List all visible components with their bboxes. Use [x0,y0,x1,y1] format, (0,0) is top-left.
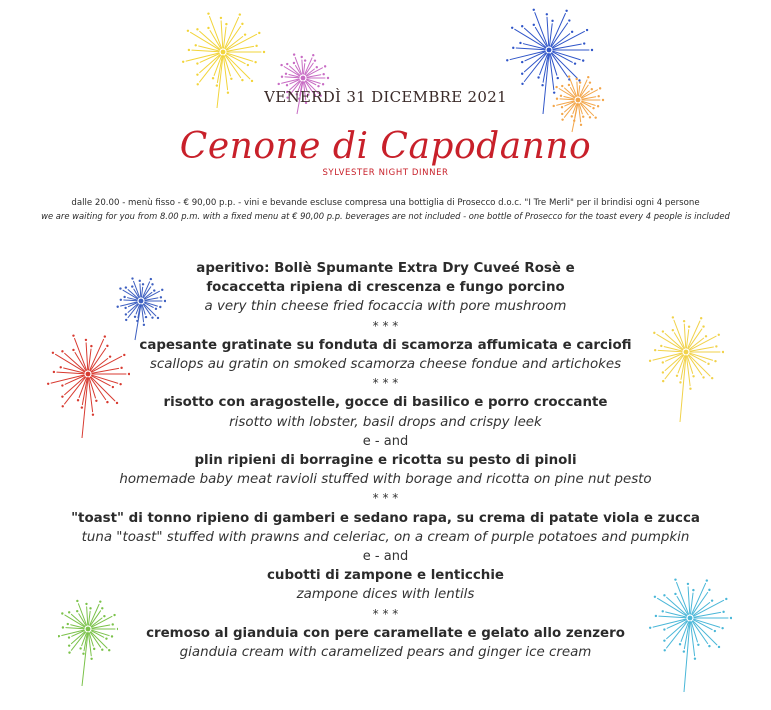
firework-spark [207,12,209,14]
course-aperitivo-english: a very thin cheese fried focaccia with pore mushroom [204,299,567,315]
firework-spark [571,115,573,117]
firework-spark [187,30,189,32]
firework-spark [582,116,584,118]
firework-spark [519,42,521,44]
firework-spark [241,79,243,81]
firework-spark [312,54,314,56]
firework-spark [533,24,535,26]
firework-ray [227,34,257,50]
firework-spark [586,29,588,31]
firework-spark [207,27,209,29]
firework-spark [244,33,246,35]
firework-spark [568,75,570,77]
firework-spark [301,56,303,58]
firework-spark [195,44,197,46]
firework-spark [197,83,199,85]
course-capesante-english: scallops au gratin on smoked scamorza cheese fondue and artichokes [149,357,622,373]
firework-core [547,48,552,53]
and-divider: e - and [362,433,409,449]
firework-spark [258,32,260,34]
firework-ray [303,64,304,74]
firework-spark [546,13,548,15]
firework-ray [553,44,581,49]
firework-spark [521,25,523,27]
firework-spark [196,28,198,30]
firework-spark [327,77,329,79]
firework-spark [304,59,306,61]
firework-spark [196,73,198,75]
firework-spark [285,73,287,75]
firework-spark [576,78,578,80]
info-english: we are waiting for you from 8.00 p.m. with a fixed menu at € 90,00 p.p. beverages are not included - one bottle of Prosecco for the toast every 4 people is included [41,211,730,221]
separator: * * * [372,606,399,621]
firework-spark [579,81,581,83]
course-dessert-english: gianduia cream with caramelized pears and ginger ice cream [179,645,592,661]
course-aperitivo-line1: aperitivo: Bollè Spumante Extra Dry Cuveé Rosè e [196,261,575,276]
event-date: VENERDÌ 31 DICEMBRE 2021 [264,88,507,106]
course-zampone-english: zampone dices with lentils [296,587,475,603]
firework-spark [216,84,218,86]
firework-spark [541,84,543,86]
firework-spark [574,62,576,64]
firework-spark [521,83,523,85]
firework-spark [212,77,214,79]
firework-ray [200,55,221,82]
course-risotto: risotto con aragostelle, gocce di basilico e porro croccante [163,395,608,411]
firework-spark [583,42,585,44]
firework-spark [278,83,280,85]
course-risotto-english: risotto with lobster, basil drops and crispy leek [229,414,542,430]
firework-spark [322,73,324,75]
firework-spark [537,76,539,78]
firework-spark [561,106,563,108]
firework-spark [592,107,594,109]
course-capesante: capesante gratinate su fonduta di scamorza affumicata e carciofi [139,337,632,353]
firework-spark [506,59,508,61]
firework-spark [512,47,514,49]
course-zampone: cubotti di zampone e lenticchie [266,568,504,584]
firework-spark [239,13,241,15]
course-aperitivo-line2: focaccetta ripiena di crescenza e fungo porcino [206,280,565,296]
firework-spark [551,20,553,22]
firework-spark [571,31,573,33]
firework-spark [561,118,563,120]
firework-ray [226,55,250,79]
firework-core [301,76,306,81]
firework-ray [524,53,546,81]
separator: * * * [372,376,399,391]
info-italian: dalle 20.00 - menù fisso - € 90,00 p.p. - vini e bevande escluse compresa una bottiglia di Prosecco d.o.c. "I Tre Merli" per il brindisi ogni 4 persone [71,198,700,208]
firework-spark [255,45,257,47]
page-subtitle: SYLVESTER NIGHT DINNER [322,168,449,178]
firework-spark [561,85,563,87]
firework-ray [223,27,226,48]
firework-spark [286,63,288,65]
firework-spark [263,51,265,53]
firework-spark [561,113,563,115]
firework-spark [281,76,283,78]
firework-spark [196,62,198,64]
firework-spark [324,65,326,67]
firework-spark [220,17,222,19]
firework-spark [587,76,589,78]
firework-spark [247,64,249,66]
firework-spark [188,49,190,51]
firework-spark [568,84,570,86]
firework-spark [314,59,316,61]
firework-spark [286,84,288,86]
firework-spark [251,80,253,82]
firework-spark [521,73,523,75]
course-toast-english: tuna "toast" stuffed with prawns and celeriac, on a cream of purple potatoes and pumpkin [81,529,690,545]
firework-spark [182,61,184,63]
firework-ray [285,77,299,78]
firework-spark [589,81,591,83]
firework-spark [568,19,570,21]
page-title: Cenone di Capodanno [179,126,592,167]
firework-spark [293,53,295,55]
firework-spark [594,116,596,118]
firework-ray [547,17,549,46]
firework-spark [521,61,523,63]
firework-spark [254,61,256,63]
firework-ray [553,31,585,48]
firework-ray [302,60,303,74]
separator: * * * [372,318,399,333]
menu-list [0,259,771,662]
firework-core [221,50,226,55]
and-divider: e - and [362,549,409,565]
firework-spark [533,9,535,11]
firework-spark [293,62,295,64]
course-toast: "toast" di tonno ripieno di gamberi e sedano rapa, su crema di patate viola e zucca [71,510,700,526]
firework-spark [225,23,227,25]
course-plin: plin ripieni di borragine e ricotta su pesto di pinoli [194,453,577,469]
firework-spark [280,64,282,66]
course-plin-english: homemade baby meat ravioli stuffed with borage and ricotta on pine nut pesto [119,472,652,488]
course-dessert: cremoso al gianduia con pere caramellate e gelato allo zenzero [146,625,625,641]
firework-spark [230,78,232,80]
firework-spark [582,59,584,61]
firework-spark [322,83,324,85]
firework-spark [565,10,567,12]
separator: * * * [372,491,399,506]
firework-spark [591,49,593,51]
firework-spark [316,66,318,68]
firework-spark [317,85,319,87]
firework-ray [227,46,254,51]
firework-ray [221,21,223,48]
firework-pink-top [276,52,330,116]
firework-spark [589,116,591,118]
firework-spark [241,23,243,25]
firework-spark [511,27,513,29]
